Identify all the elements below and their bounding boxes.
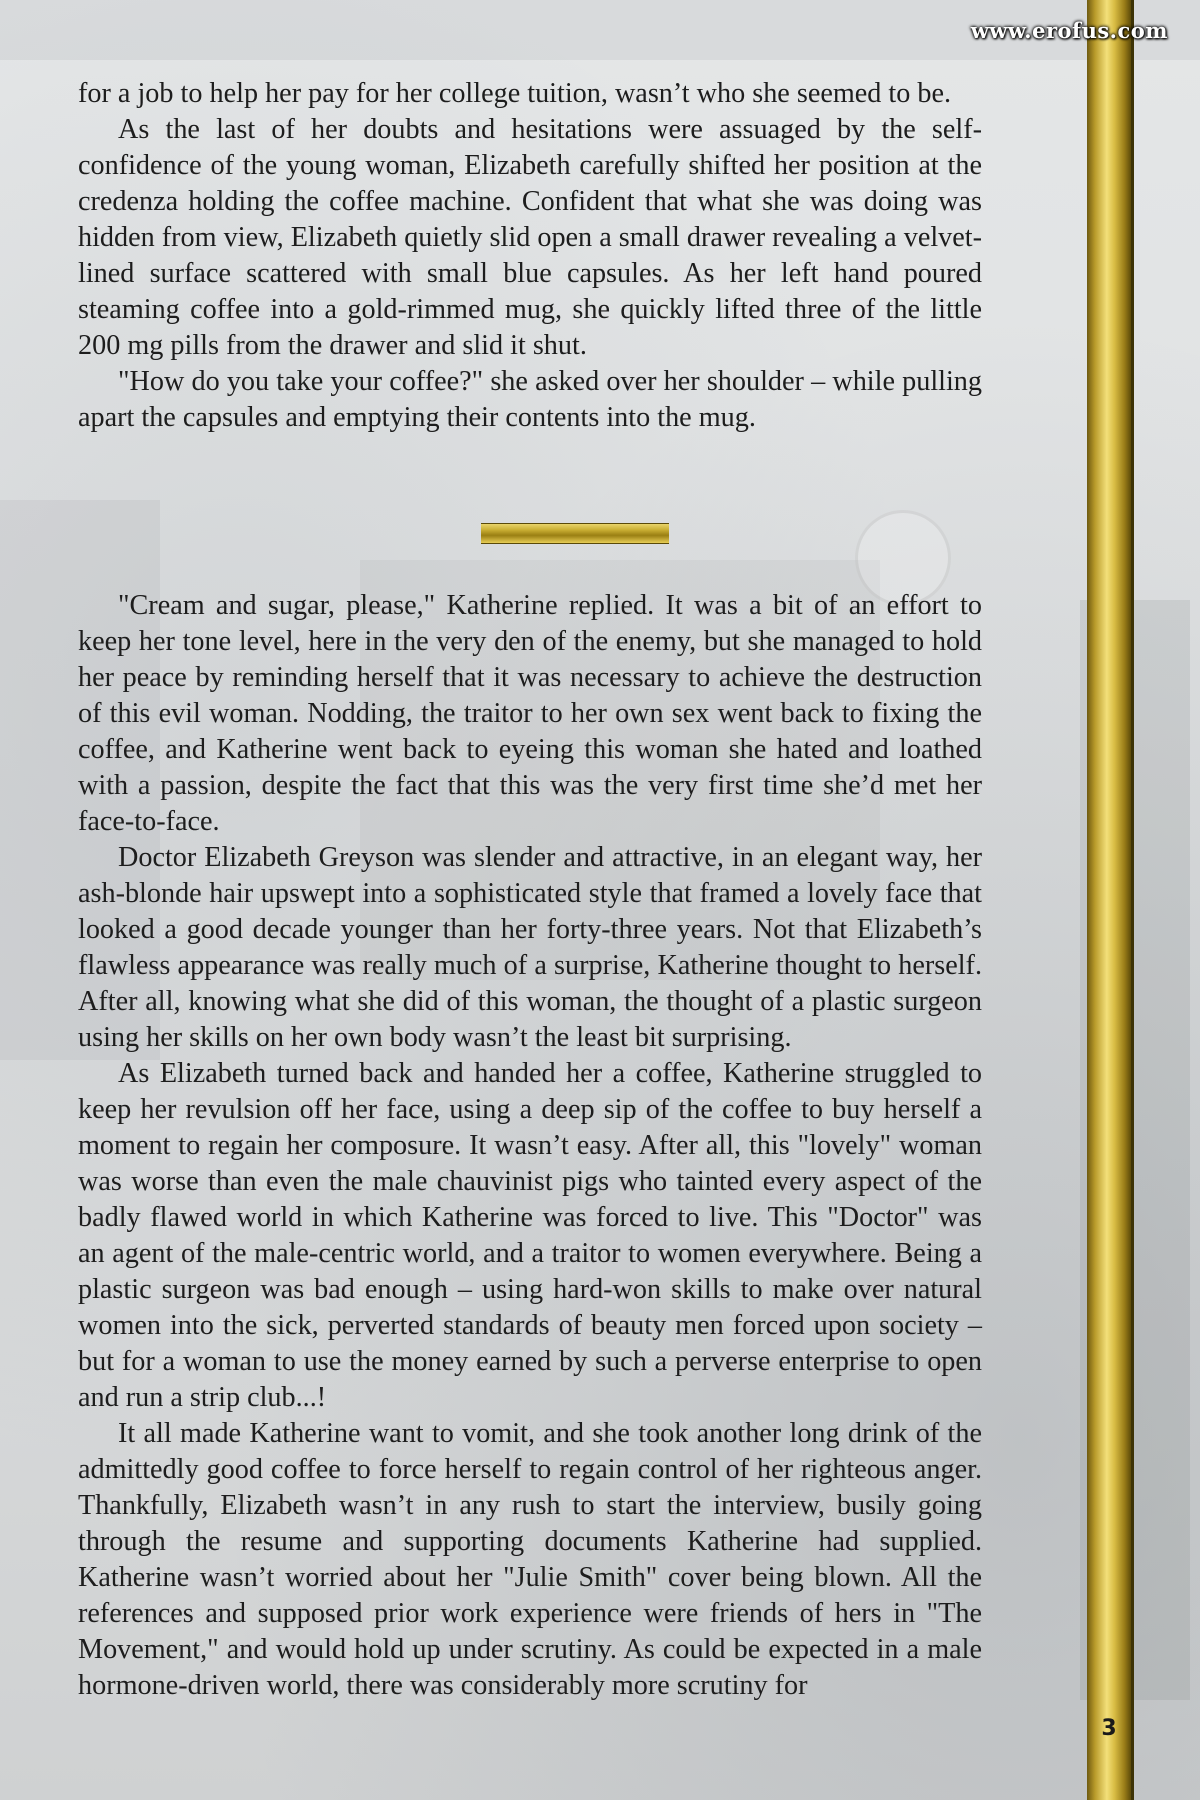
text-section-2 xyxy=(78,588,982,1704)
paragraph: Doctor Elizabeth Greyson was slender and attractive, in an elegant way, her ash-blonde hair upswept into a sophisticated style that framed a lovely face that looked a good decade younger than her forty-three years. Not that Elizabeth’s flawless appearance was really much of a surprise, Katherine thought to herself. After all, knowing what she did of this woman, the thought of a plastic surgeon using her skills on her own body wasn’t the least bit surprising. xyxy=(78,842,982,1053)
paragraph: for a job to help her pay for her college tuition, wasn’t who she seemed to be. xyxy=(78,78,952,109)
gold-bar-edge xyxy=(1131,0,1134,1800)
watermark: www.erofus.com xyxy=(970,18,1168,43)
paragraph: "How do you take your coffee?" she asked over her shoulder – while pulling apart the capsules and emptying their contents into the mug. xyxy=(78,366,982,433)
paragraph: As the last of her doubts and hesitations were assuaged by the self-confidence of the young woman, Elizabeth carefully shifted her position at the credenza holding the coffee machine. Confident that what she was doing was hidden from view, Elizabeth quietly slid open a small drawer revealing a velvet-lined surface scattered with small blue capsules. As her left hand poured steaming coffee into a gold-rimmed mug, she quickly lifted three of the little 200 mg pills from the drawer and slid it shut. xyxy=(78,114,982,361)
text-section-1 xyxy=(78,76,982,436)
page-number: 3 xyxy=(1101,1716,1117,1741)
section-divider xyxy=(481,523,669,544)
gold-side-bar xyxy=(1087,0,1131,1800)
paragraph: "Cream and sugar, please," Katherine replied. It was a bit of an effort to keep her tone level, here in the very den of the enemy, but she managed to hold her peace by reminding herself that it was necessary to achieve the destruction of this evil woman. Nodding, the traitor to her own sex went back to fixing the coffee, and Katherine went back to eyeing this woman she hated and loathed with a passion, despite the fact that this was the very first time she’d met her face-to-face. xyxy=(78,590,982,837)
paragraph: As Elizabeth turned back and handed her a coffee, Katherine struggled to keep her revulsion off her face, using a deep sip of the coffee to buy herself a moment to regain her composure. It wasn’t easy. After all, this "lovely" woman was worse than even the male chauvinist pigs who tainted every aspect of the badly flawed world in which Katherine was forced to live. This "Doctor" was an agent of the male-centric world, and a traitor to women everywhere. Being a plastic surgeon was bad enough – using hard-won skills to make over natural women into the sick, perverted standards of beauty men forced upon society – but for a woman to use the money earned by such a perverse enterprise to open and run a strip club...! xyxy=(78,1058,982,1413)
paragraph: It all made Katherine want to vomit, and she took another long drink of the admittedly good coffee to force herself to regain control of her righteous anger. Thankfully, Elizabeth wasn’t in any rush to start the interview, busily going through the resume and supporting documents Katherine had supplied. Katherine wasn’t worried about her "Julie Smith" cover being blown. All the references and supposed prior work experience were friends of hers in "The Movement," and would hold up under scrutiny. As could be expected in a male hormone-driven world, there was considerably more scrutiny for xyxy=(78,1418,982,1701)
